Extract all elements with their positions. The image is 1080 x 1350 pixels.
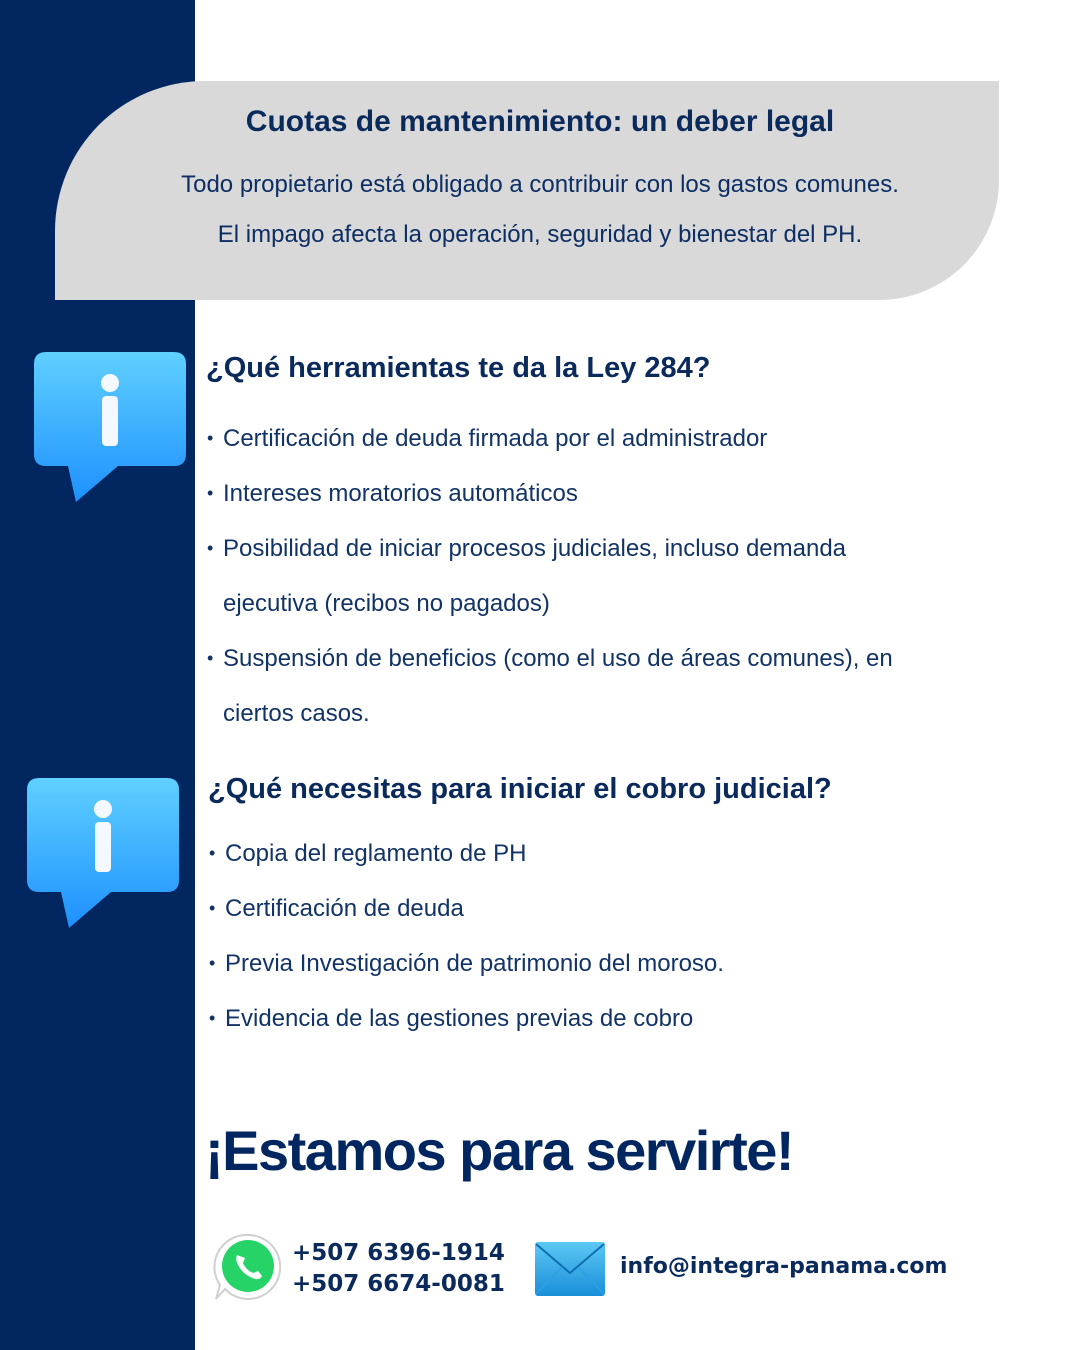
- phone-number-1[interactable]: +507 6396-1914: [292, 1240, 505, 1266]
- list-item: • Posibilidad de iniciar procesos judiciales, incluso demanda: [207, 535, 847, 562]
- info-bubble-icon: [34, 352, 186, 504]
- banner-text-line-2: El impago afecta la operación, seguridad y bienestar del PH.: [217, 221, 863, 248]
- list-item: • Intereses moratorios automáticos: [207, 480, 578, 507]
- list-item: • Certificación de deuda: [209, 895, 464, 922]
- list-item: • Evidencia de las gestiones previas de cobro: [209, 1005, 694, 1032]
- whatsapp-icon[interactable]: [213, 1233, 281, 1301]
- list-item-continuation: ejecutiva (recibos no pagados): [223, 590, 550, 617]
- banner-text-line-1: Todo propietario está obligado a contribuir con los gastos comunes.: [181, 171, 899, 198]
- section-title-ley-284: ¿Qué herramientas te da la Ley 284?: [206, 352, 711, 384]
- cobro-judicial-requirements-list: [209, 826, 1009, 1046]
- list-item: • Copia del reglamento de PH: [209, 840, 527, 867]
- list-item-continuation: ciertos casos.: [223, 700, 370, 727]
- phone-number-2[interactable]: +507 6674-0081: [292, 1271, 505, 1297]
- list-item: • Certificación de deuda firmada por el administrador: [207, 425, 768, 452]
- section-title-cobro-judicial: ¿Qué necesitas para iniciar el cobro judicial?: [208, 773, 832, 805]
- mail-envelope-icon[interactable]: [534, 1241, 606, 1297]
- cta-heading: ¡Estamos para servirte!: [205, 1119, 794, 1182]
- list-item: • Suspensión de beneficios (como el uso de áreas comunes), en: [207, 645, 893, 672]
- info-bubble-icon: [27, 778, 179, 930]
- list-item: • Previa Investigación de patrimonio del moroso.: [209, 950, 724, 977]
- phone-numbers[interactable]: [292, 1238, 505, 1300]
- email-link[interactable]: info@integra-panama.com: [620, 1254, 948, 1279]
- ley-284-tools-list: [207, 411, 1007, 741]
- banner-title: Cuotas de mantenimiento: un deber legal: [245, 105, 835, 138]
